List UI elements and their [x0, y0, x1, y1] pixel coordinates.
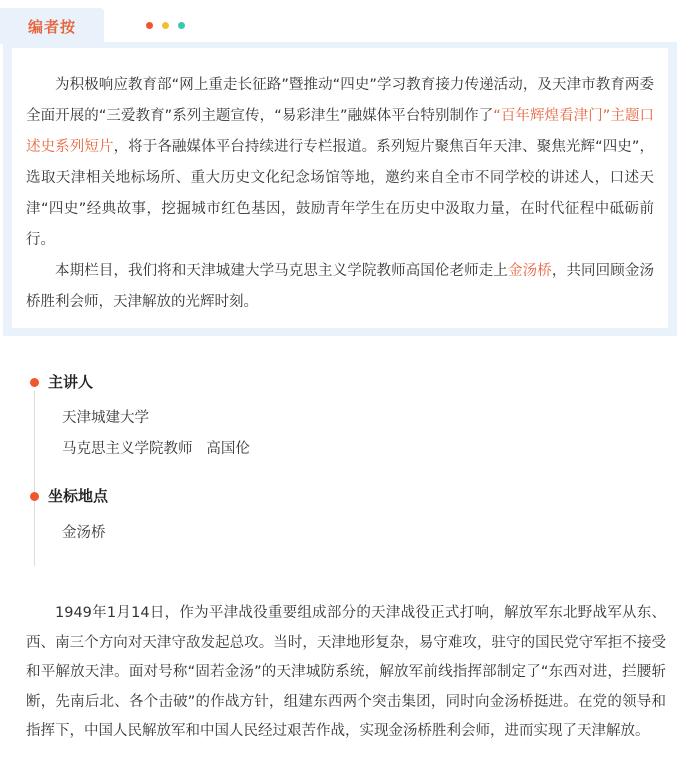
paragraph-2-text-a: 本期栏目，我们将和天津城建大学马克思主义学院教师高国伦老师走上: [55, 263, 508, 279]
timeline-divider: [34, 391, 35, 566]
series-title-highlight: “百年辉煌看津门”主题口述史系列短片: [26, 108, 655, 155]
location-marker-icon: [30, 492, 39, 501]
paragraph-1-text-b: ，将于各融媒体平台持续进行专栏报道。系列短片聚焦百年天津、聚焦光辉“四史”，选取天津相关地标场所、重大历史文化纪念场馆等地，邀约来自全市不同学校的讲述人，口述天津“四史”经典故事，挖掘城市红色基因，鼓励青年学生在历史中汲取力量，在时代征程中砥砺前行。: [26, 139, 654, 248]
editor-note-paragraph-1: [26, 70, 654, 256]
location-value: 金汤桥: [62, 525, 106, 541]
yellow-dot-icon: [162, 22, 169, 29]
editor-note-label: 编者按: [28, 18, 77, 36]
body-paragraph: 1949年1月14日，作为平津战役重要组成部分的天津战役正式打响，解放军东北野战军从东、西、南三个方向对天津守敌发起总攻。当时，天津地形复杂，易守难攻，驻守的国民党守军拒不接受和平解放天津。面对号称“固若金汤”的天津城防系统，解放军前线指挥部制定了“东西对进，拦腰斩断，先南后北、各个击破”的作战方针，组建东西两个突击集团，同时向金汤桥挺进。在党的领导和指挥下，中国人民解放军和中国人民经过艰苦作战，实现金汤桥胜利会师，进而实现了天津解放。: [26, 605, 666, 739]
editor-note-panel: [3, 42, 677, 336]
paragraph-2-text-b: ，共同回顾金汤桥胜利会师，天津解放的光辉时刻。: [26, 263, 655, 310]
speaker-name: 马克思主义学院教师 高国伦: [62, 441, 250, 457]
editor-note-content: [12, 48, 668, 328]
speaker-marker-icon: [30, 378, 39, 387]
speaker-affiliation: 天津城建大学: [62, 410, 149, 426]
red-dot-icon: [146, 22, 153, 29]
location-heading: 坐标地点: [48, 487, 109, 505]
editor-note-paragraph-2: [26, 256, 654, 318]
speaker-heading: 主讲人: [48, 373, 94, 391]
paragraph-1-text-a: 为积极响应教育部“网上重走长征路”暨推动“四史”学习教育接力传递活动，及天津市教育两委全面开展的“三爱教育”系列主题宣传，“易彩津生”融媒体平台特别制作了: [26, 77, 654, 124]
teal-dot-icon: [178, 22, 185, 29]
location-highlight: 金汤桥: [507, 263, 552, 279]
